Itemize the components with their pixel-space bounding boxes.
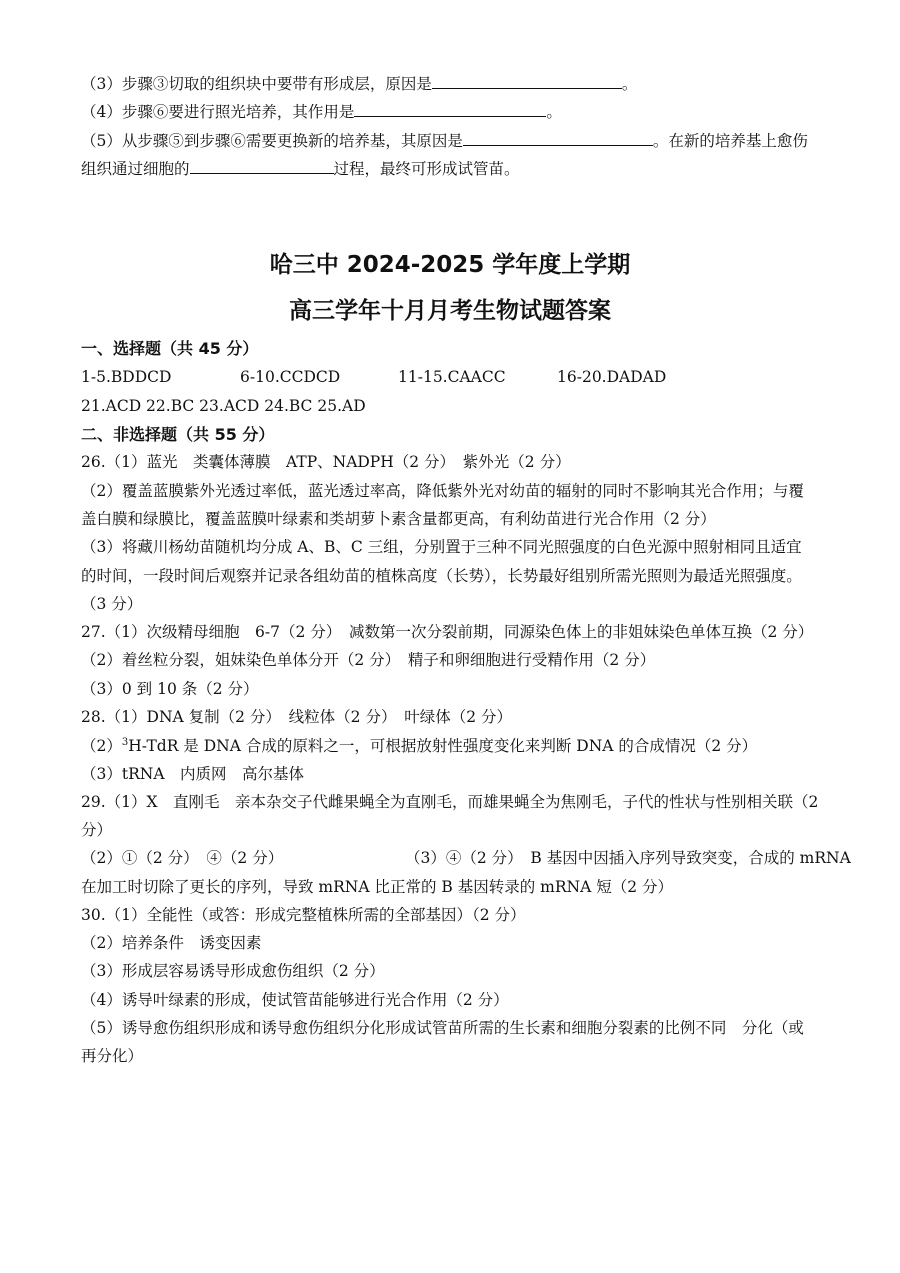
answer-line: 30.（1）全能性（或答：形成完整植株所需的全部基因）（2 分） xyxy=(81,906,526,924)
page-subtitle: 高三学年十月月考生物试题答案 xyxy=(289,298,611,324)
question-5-line2 xyxy=(81,159,520,179)
answer-line: （4）诱导叶绿素的形成，使试管苗能够进行光合作用（2 分） xyxy=(81,991,509,1009)
answer-line-28-2 xyxy=(81,736,757,756)
answer-line: 分） xyxy=(81,821,113,839)
question-5-text-2: 组织通过细胞的 xyxy=(81,160,190,178)
answer-1-5: 1-5.BDDCD xyxy=(81,368,172,386)
answer-line: 27.（1）次级精母细胞 6-7（2 分） 减数第一次分裂前期，同源染色体上的非姐妹染色单体互换（2 分） xyxy=(81,623,814,641)
answer-line: 26.（1）蓝光 类囊体薄膜 ATP、NADPH（2 分） 紫外光（2 分） xyxy=(81,453,571,471)
answer-line: （2）着丝粒分裂，姐妹染色单体分开（2 分） 精子和卵细胞进行受精作用（2 分） xyxy=(81,651,656,669)
question-5-suffix-2: 过程，最终可形成试管苗。 xyxy=(333,160,520,178)
answer-line: 盖白膜和绿膜比，覆盖蓝膜叶绿素和类胡萝卜素含量都更高，有利幼苗进行光合作用（2 分） xyxy=(81,510,716,528)
answer-blank xyxy=(354,102,546,117)
answer-line: （3）tRNA 内质网 高尔基体 xyxy=(81,765,305,783)
answer-line: （3）0 到 10 条（2 分） xyxy=(81,680,259,698)
question-3 xyxy=(81,74,637,94)
answer-prefix: （2） xyxy=(81,737,122,755)
answer-11-15: 11-15.CAACC xyxy=(398,368,506,386)
answer-blank xyxy=(463,131,653,146)
answer-29-3: （3）④（2 分） B 基因中因插入序列导致突变，合成的 mRNA xyxy=(405,849,851,867)
answer-text: H-TdR 是 DNA 合成的原料之一，可根据放射性强度变化来判断 DNA 的合成情况（2 分） xyxy=(128,737,758,755)
answer-line: 的时间，一段时间后观察并记录各组幼苗的植株高度（长势），长势最好组别所需光照则为最适光照强度。 xyxy=(81,567,802,585)
answer-29-2: （2）①（2 分） ④（2 分） xyxy=(81,849,284,867)
question-4 xyxy=(81,102,562,122)
answer-6-10: 6-10.CCDCD xyxy=(240,368,341,386)
question-5-line1 xyxy=(81,131,808,151)
question-5-text: （5）从步骤⑤到步骤⑥需要更换新的培养基，其原因是 xyxy=(81,132,463,150)
page-title: 哈三中 2024-2025 学年度上学期 xyxy=(269,252,631,278)
answer-line: （3）将藏川杨幼苗随机均分成 A、B、C 三组，分别置于三种不同光照强度的白色光源中照射相同且适宜 xyxy=(81,538,802,556)
answer-line: 28.（1）DNA 复制（2 分） 线粒体（2 分） 叶绿体（2 分） xyxy=(81,708,512,726)
question-4-text: （4）步骤⑥要进行照光培养，其作用是 xyxy=(81,103,355,121)
answer-16-20: 16-20.DADAD xyxy=(557,368,667,386)
answer-blank xyxy=(432,74,622,89)
answer-line: （2）覆盖蓝膜紫外光透过率低，蓝光透过率高，降低紫外光对幼苗的辐射的同时不影响其光合作用；与覆 xyxy=(81,482,804,500)
question-4-suffix: 。 xyxy=(546,103,562,121)
section-2-heading: 二、非选择题（共 55 分） xyxy=(81,425,275,444)
answer-line: 再分化） xyxy=(81,1047,144,1065)
question-3-suffix: 。 xyxy=(621,75,638,93)
answer-line: （2）培养条件 诱变因素 xyxy=(81,934,262,952)
question-3-text: （3）步骤③切取的组织块中要带有形成层，原因是 xyxy=(81,75,432,93)
answer-line: （3）形成层容易诱导形成愈伤组织（2 分） xyxy=(81,962,385,980)
answer-blank xyxy=(190,159,334,174)
superscript: 3 xyxy=(121,736,129,748)
answer-line: 29.（1）X 直刚毛 亲本杂交子代雌果蝇全为直刚毛，而雄果蝇全为焦刚毛，子代的性状与性别相关联（2 xyxy=(81,793,819,811)
section-1-heading: 一、选择题（共 45 分） xyxy=(81,339,259,358)
question-5-suffix: 。在新的培养基上愈伤 xyxy=(652,132,808,150)
answer-line: （5）诱导愈伤组织形成和诱导愈伤组织分化形成试管苗所需的生长素和细胞分裂素的比例不同 分化（或 xyxy=(81,1019,804,1037)
answer-21-25: 21.ACD 22.BC 23.ACD 24.BC 25.AD xyxy=(81,397,366,415)
answer-line: （3 分） xyxy=(81,595,143,613)
answer-line: 在加工时切除了更长的序列，导致 mRNA 比正常的 B 基因转录的 mRNA 短（2 分） xyxy=(81,878,673,896)
